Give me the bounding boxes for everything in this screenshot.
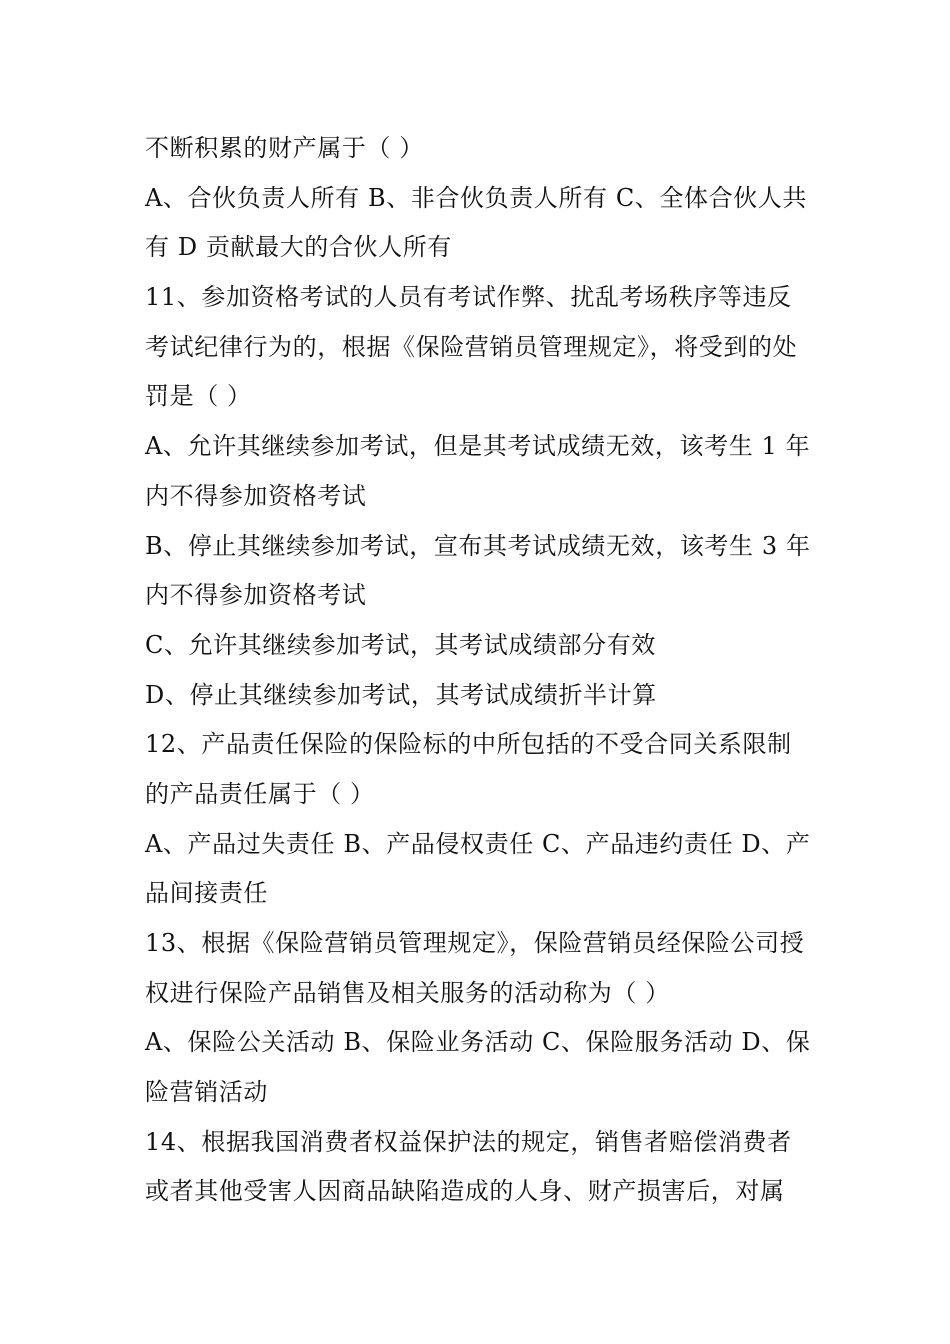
- text-line: 11、参加资格考试的人员有考试作弊、扰乱考场秩序等违反: [145, 283, 792, 312]
- text-line: 12、产品责任保险的保险标的中所包括的不受合同关系限制: [145, 730, 792, 759]
- text-line: 品间接责任: [145, 879, 268, 908]
- text-line: 14、根据我国消费者权益保护法的规定，销售者赔偿消费者: [145, 1127, 792, 1156]
- text-line: 或者其他受害人因商品缺陷造成的人身、财产损害后，对属: [145, 1177, 785, 1206]
- text-line: A、允许其继续参加考试，但是其考试成绩无效，该考生 1 年: [145, 432, 811, 461]
- text-line: 13、根据《保险营销员管理规定》，保险营销员经保险公司授: [145, 929, 805, 957]
- text-line: A、产品过失责任 B、产品侵权责任 C、产品违约责任 D、产: [145, 829, 811, 858]
- text-line: 内不得参加资格考试: [145, 481, 367, 510]
- text-line: B、停止其继续参加考试，宣布其考试成绩无效，该考生 3 年: [145, 531, 811, 560]
- text-line: 不断积累的财产属于（ ）: [145, 134, 424, 162]
- text-line: 权进行保险产品销售及相关服务的活动称为（ ）: [145, 978, 670, 1007]
- text-line: 罚是（ ）: [145, 382, 252, 411]
- text-line: D、停止其继续参加考试，其考试成绩折半计算: [145, 680, 657, 709]
- document-body: [145, 124, 811, 1217]
- text-line: 的产品责任属于（ ）: [145, 779, 375, 808]
- text-line: A、合伙负责人所有 B、非合伙负责人所有 C、全体合伙人共: [145, 183, 807, 212]
- text-line: 有 D 贡献最大的合伙人所有: [145, 233, 452, 262]
- text-line: A、保险公关活动 B、保险业务活动 C、保险服务活动 D、保: [145, 1028, 811, 1057]
- text-line: C、允许其继续参加考试，其考试成绩部分有效: [145, 630, 656, 659]
- text-line: 考试纪律行为的，根据《保险营销员管理规定》，将受到的处: [145, 332, 798, 361]
- text-line: 内不得参加资格考试: [145, 581, 367, 610]
- text-line: 险营销活动: [145, 1078, 268, 1107]
